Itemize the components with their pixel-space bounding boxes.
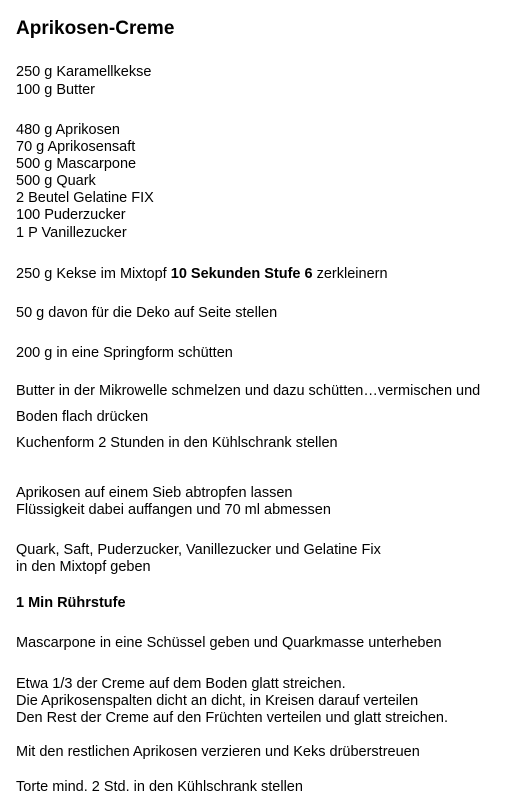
ingredient-line: 2 Beutel Gelatine FIX — [16, 190, 154, 206]
step-line: Den Rest der Creme auf den Früchten verteilen und glatt streichen. — [16, 710, 449, 726]
ingredient-line: 500 g Quark — [16, 173, 96, 189]
step-line: Mit den restlichen Aprikosen verzieren und Keks drüberstreuen — [16, 744, 420, 760]
step-line: Butter in der Mikrowelle schmelzen und dazu schütten…vermischen und — [16, 383, 481, 399]
step-line: 200 g in eine Springform schütten — [16, 345, 233, 361]
step-line: 50 g davon für die Deko auf Seite stellen — [16, 305, 278, 321]
ingredient-line: 100 g Butter — [16, 82, 95, 98]
step-line: in den Mixtopf geben — [16, 559, 151, 575]
step-line: 1 Min Rührstufe — [16, 595, 126, 611]
step-line: Torte mind. 2 Std. in den Kühlschrank stellen — [16, 779, 303, 795]
step-line: Etwa 1/3 der Creme auf dem Boden glatt streichen. — [16, 676, 346, 692]
step-line: Die Aprikosenspalten dicht an dicht, in Kreisen darauf verteilen — [16, 693, 419, 709]
step-text: zerkleinern — [312, 266, 388, 282]
ingredient-line: 500 g Mascarpone — [16, 156, 137, 172]
ingredient-line: 100 Puderzucker — [16, 207, 126, 223]
step-line: Boden flach drücken — [16, 409, 149, 425]
page-title: Aprikosen-Creme — [16, 18, 175, 39]
step-text: 250 g Kekse im Mixtopf — [16, 266, 171, 282]
step-line: Flüssigkeit dabei auffangen und 70 ml abmessen — [16, 502, 331, 518]
step-line: Aprikosen auf einem Sieb abtropfen lassen — [16, 485, 293, 501]
ingredient-line: 250 g Karamellkekse — [16, 64, 152, 80]
step-highlight: 10 Sekunden Stufe 6 — [170, 266, 313, 282]
step-line: Kuchenform 2 Stunden in den Kühlschrank stellen — [16, 435, 338, 451]
ingredient-line: 70 g Aprikosensaft — [16, 139, 136, 155]
step-line: Mascarpone in eine Schüssel geben und Quarkmasse unterheben — [16, 635, 442, 651]
ingredient-line: 1 P Vanillezucker — [16, 225, 127, 241]
ingredient-line: 480 g Aprikosen — [16, 122, 120, 138]
step-line — [16, 266, 388, 283]
step-line: Quark, Saft, Puderzucker, Vanillezucker und Gelatine Fix — [16, 542, 381, 558]
